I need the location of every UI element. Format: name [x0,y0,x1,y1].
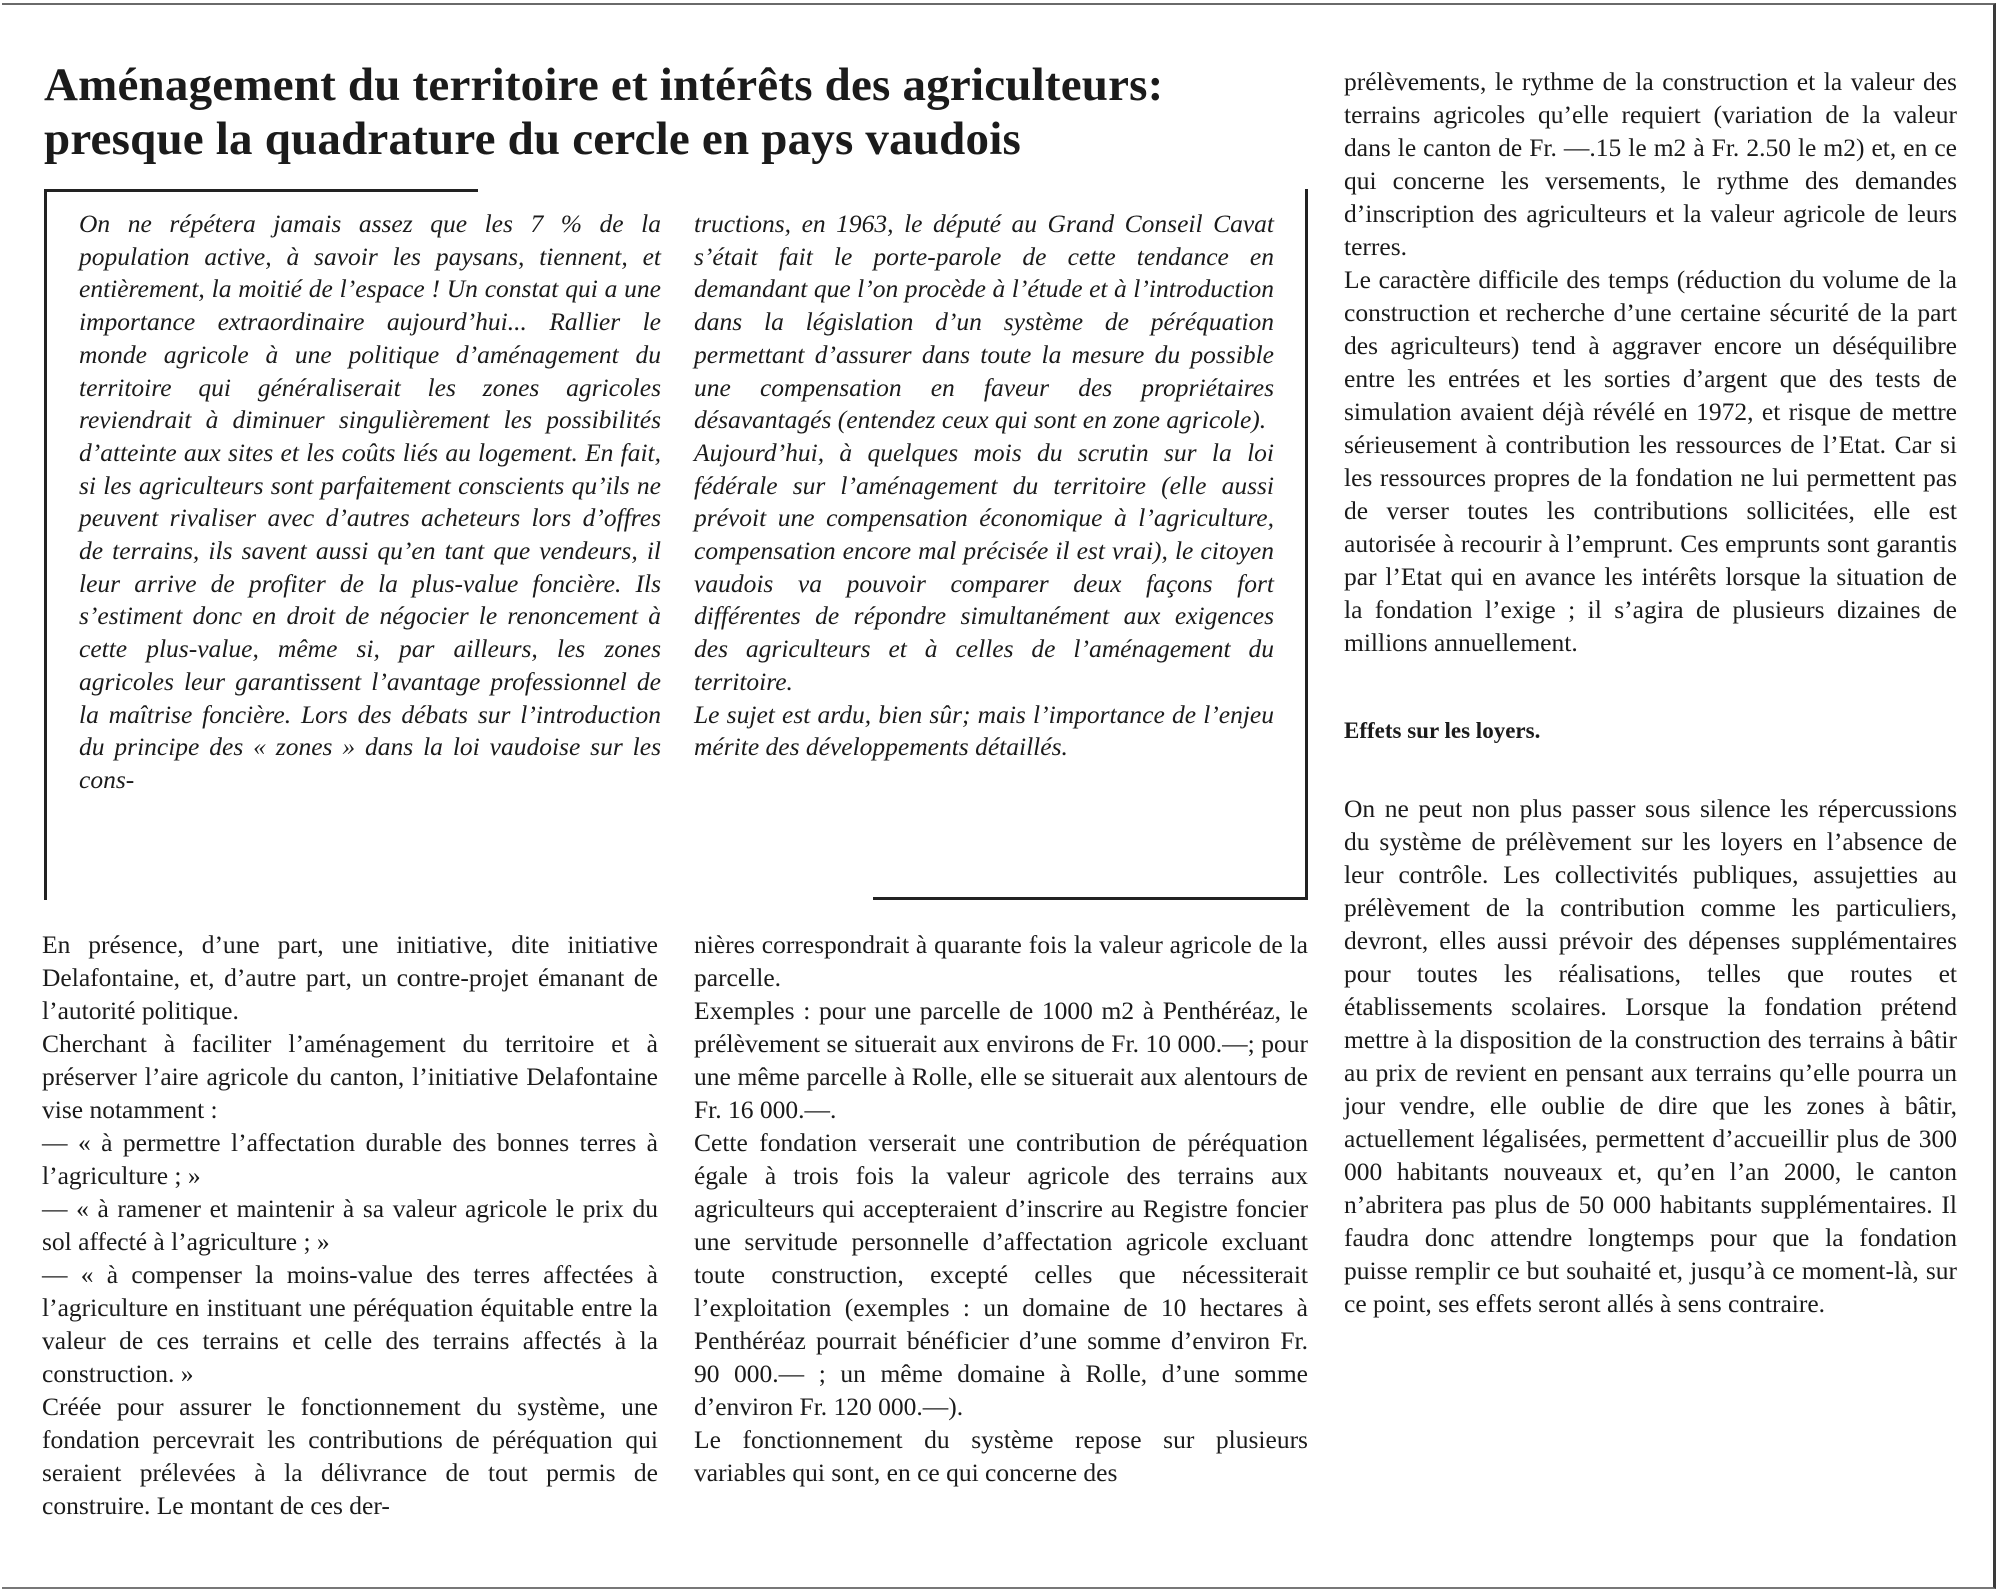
intro-paragraph: tructions, en 1963, le député au Grand Conseil Cavat s’était fait le porte-parole de cette tendance en demandant que l’on procède à l’étude et à l’introduction dans la législation d’un système de péréquation permettant d’assurer dans toute la mesure du possible une compensation en faveur des propriétaires désavantagés (entendez ceux qui sont en zone agricole). [694,209,1274,435]
body-paragraph: En présence, d’une part, une initiative, dite initiative Delafontaine, et, d’autre part, un contre-projet émanant de l’autorité politique. [42,930,658,1025]
body-paragraph: nières correspondrait à quarante fois la valeur agricole de la parcelle. [694,930,1308,992]
body-column-3 [1344,65,1957,1320]
body-paragraph: prélèvements, le rythme de la construction et la valeur des terrains agricoles qu’elle requiert (variation de la valeur dans le canton de Fr. —.15 le m2 à Fr. 2.50 le m2) et, en ce qui concerne les versements, le rythme des demandes d’inscription des agriculteurs et la valeur agricole de leurs terres. [1344,67,1957,261]
body-paragraph: Exemples : pour une parcelle de 1000 m2 à Penthéréaz, le prélèvement se situerait aux environs de Fr. 10 000.—; pour une même parcelle à Rolle, elle se situerait aux alentours de Fr. 16 000.—. [694,996,1308,1124]
intro-box-border-bottom [873,897,1308,900]
body-paragraph: Cherchant à faciliter l’aménagement du territoire et à préserver l’aire agricole du canton, l’initiative Delafontaine vise notamment : [42,1029,658,1124]
body-paragraph: Le fonctionnement du système repose sur plusieurs variables qui sont, en ce qui concerne des [694,1425,1308,1487]
intro-column-b [694,208,1274,764]
intro-box-border-top [44,189,478,192]
body-column-2 [694,928,1308,1489]
intro-column-a [79,208,661,797]
headline-line-1: Aménagement du territoire et intérêts des agriculteurs: [44,59,1164,111]
list-item: — « à compenser la moins-value des terres affectées à l’agriculture en instituant une péréquation équitable entre la valeur de ces terrains et celle des terrains affectés à la construction. » [42,1260,658,1388]
list-item: — « à ramener et maintenir à sa valeur agricole le prix du sol affecté à l’agriculture ; » [42,1194,658,1256]
list-item: — « à permettre l’affectation durable des bonnes terres à l’agriculture ; » [42,1128,658,1190]
section-subheading: Effets sur les loyers. [1344,718,1541,743]
headline-line-2: presque la quadrature du cercle en pays vaudois [44,113,1021,165]
body-paragraph: Le caractère difficile des temps (réduction du volume de la construction et recherche d’une certaine sécurité de la part des agriculteurs) tend à aggraver encore un déséquilibre entre les entrées et les sorties d’argent que des tests de simulation avaient déjà révélé en 1972, et risque de mettre sérieusement à contribution les ressources de l’Etat. Car si les ressources propres de la fondation ne lui permettent pas de verser toutes les contributions sollicitées, elle est autorisée à recourir à l’emprunt. Ces emprunts sont garantis par l’Etat qui en avance les intérêts lorsque la situation de la fondation l’exige ; il s’agira de plusieurs dizaines de millions annuellement. [1344,265,1957,657]
body-paragraph: Cette fondation verserait une contribution de péréquation égale à trois fois la valeur agricole des terrains aux agriculteurs qui accepteraient d’inscrire au Registre foncier une servitude personnelle d’affectation agricole excluant toute construction, excepté celles que nécessiterait l’exploitation (exemples : un domaine de 10 hectares à Penthéréaz pourrait bénéficier d’une somme d’environ Fr. 90 000.— ; un même domaine à Rolle, d’une somme d’environ Fr. 120 000.—). [694,1128,1308,1421]
intro-paragraph: Le sujet est ardu, bien sûr; mais l’importance de l’enjeu mérite des développements détaillés. [694,699,1274,762]
body-paragraph: Créée pour assurer le fonctionnement du système, une fondation percevrait les contributions de péréquation qui seraient prélevées à la délivrance de tout permis de construire. Le montant de ces der- [42,1392,658,1520]
body-paragraph: On ne peut non plus passer sous silence les répercussions du système de prélèvement sur les loyers en l’absence de leur contrôle. Les collectivités publiques, assujetties au prélèvement de la contribution comme les particuliers, devront, elles aussi prévoir des dépenses supplémentaires pour toutes les réalisations, telles que routes et établissements scolaires. Lorsque la fondation prétend mettre à la disposition de la construction des terrains à bâtir au prix de revient en pensant aux terrains qu’elle pourra un jour vendre, elle oublie de dire que les zones à bâtir, actuellement légalisées, permettent d’accueillir plus de 300 000 habitants nouveaux et, qu’en l’an 2000, le canton n’abritera pas plus de 50 000 habitants supplémentaires. Il faudra donc attendre longtemps pour que la fondation puisse remplir ce but souhaité et, jusqu’à ce moment-là, sur ce point, ses effets seront allés à sens contraire. [1344,794,1957,1318]
intro-paragraph: Aujourd’hui, à quelques mois du scrutin sur la loi fédérale sur l’aménagement du territoire (elle aussi prévoit une compensation économique à l’agriculture, compensation encore mal précisée il est vrai), le citoyen vaudois va pouvoir comparer deux façons fort différentes de répondre simultanément aux exigences des agriculteurs et à celles de l’aménagement du territoire. [694,437,1274,696]
intro-paragraph: On ne répétera jamais assez que les 7 % de la population active, à savoir les paysans, tiennent, et entièrement, la moitié de l’espace ! Un constat qui a une importance extraordinaire aujourd’hui... Rallier le monde agricole à une politique d’aménagement du territoire qui généraliserait les zones agricoles reviendrait à diminuer singulièrement les possibilités d’atteinte aux sites et les coûts liés au logement. En fait, si les agriculteurs sont parfaitement conscients qu’ils ne peuvent rivaliser avec d’autres acheteurs lors d’offres de terrains, ils savent aussi qu’en tant que vendeurs, il leur arrive de profiter de la plus-value foncière. Ils s’estiment donc en droit de négocier le renoncement à cette plus-value, même si, par ailleurs, les zones agricoles leur garantissent l’avantage professionnel de la maîtrise foncière. Lors des débats sur l’introduction du principe des « zones » dans la loi vaudoise sur les cons- [79,209,661,794]
body-column-1 [42,928,658,1522]
intro-box-border-left [44,189,47,900]
intro-box-border-right [1305,189,1308,900]
article-headline [44,58,1304,166]
